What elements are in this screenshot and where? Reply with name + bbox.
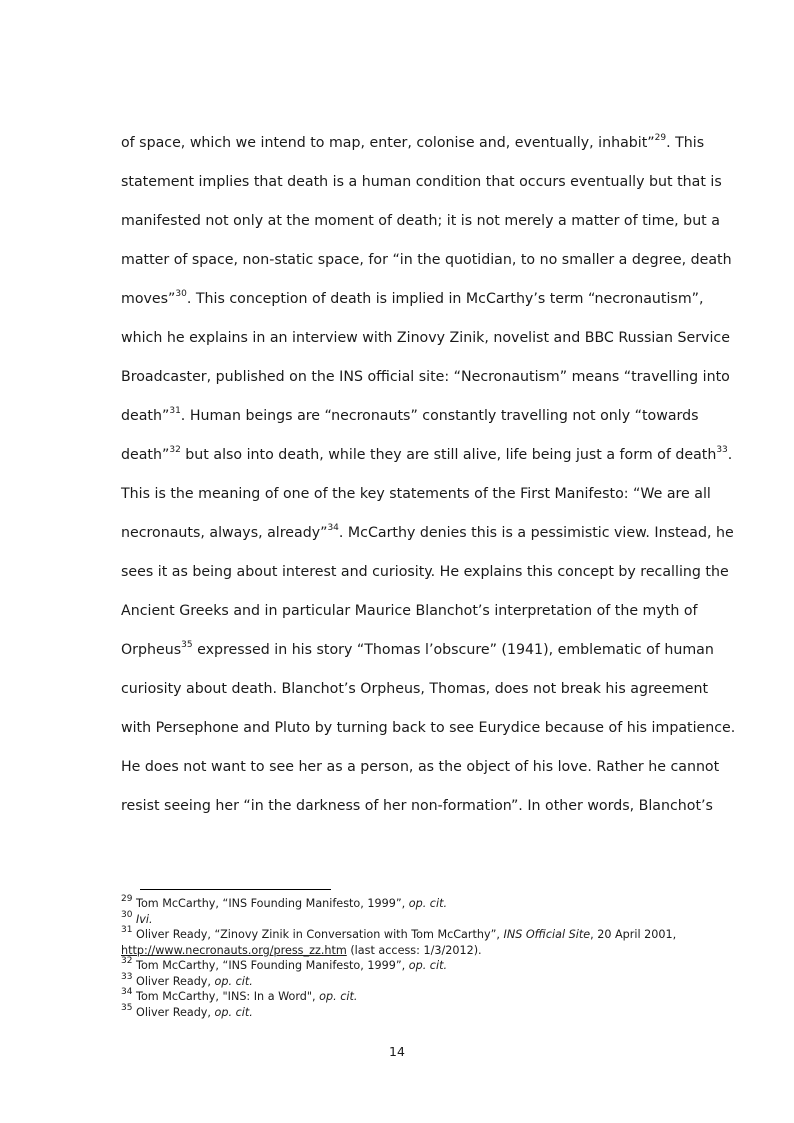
footnote-30: $^{30}$ Ivi. [121, 909, 153, 926]
footnote-ref: 30 [175, 289, 187, 300]
line-text: matter of space, non-static space, for “in the quotidian, to no smaller a degree, death [121, 252, 732, 268]
line-text: sees it as being about interest and curiosity. He explains this concept by recalling the [121, 564, 729, 580]
footnote-link[interactable]: http://www.necronauts.org/press_zz.htm [121, 943, 347, 957]
line-text: He does not want to see her as a person, as the object of his love. Rather he cannot [121, 759, 720, 775]
body-line [121, 241, 732, 280]
footnote-35: $^{35}$ Oliver Ready, op. cit. [121, 1002, 253, 1019]
body-line [121, 397, 699, 436]
line-text: . McCarthy denies this is a pessimistic view. Instead, he [338, 525, 734, 541]
line-text: statement implies that death is a human condition that occurs eventually but that is [121, 174, 722, 190]
body-line [121, 319, 730, 358]
line-text: . This conception of death is implied in McCarthy’s term “necronautism”, [186, 291, 704, 307]
body-line [121, 358, 730, 397]
line-text: of space, which we intend to map, enter, colonise and, eventually, inhabit” [121, 135, 655, 151]
body-line [121, 124, 705, 163]
footnotes [121, 896, 681, 1020]
body-text [121, 124, 736, 826]
footnote-29: $^{29}$ Tom McCarthy, “INS Founding Manifesto, 1999”, op. cit. [121, 894, 448, 910]
line-text: death” [121, 408, 170, 424]
page-number: 14 [389, 1044, 405, 1059]
footnote-ref: 31 [169, 406, 181, 417]
body-line [121, 670, 709, 709]
footnote-32: $^{32}$ Tom McCarthy, “INS Founding Manifesto, 1999”, op. cit. [121, 956, 448, 972]
footnote-ref: 33 [716, 445, 728, 456]
line-text: Orpheus [121, 642, 182, 658]
line-text: but also into death, while they are still alive, life being just a form of death [180, 447, 717, 463]
line-text: expressed in his story “Thomas l’obscure” (1941), emblematic of human [192, 642, 714, 658]
footnote-31: $^{31}$ Oliver Ready, “Zinovy Zinik in Conversation with Tom McCarthy”, INS Official Site, 20 April 2001, [121, 925, 677, 941]
line-text: manifested not only at the moment of death; it is not merely a matter of time, but a [121, 213, 720, 229]
line-text: moves” [121, 291, 176, 307]
footnote-34: $^{34}$ Tom McCarthy, "INS: In a Word", op. cit. [121, 987, 358, 1003]
body-line [121, 709, 736, 748]
body-line [121, 436, 733, 475]
line-text: necronauts, always, already” [121, 525, 328, 541]
line-text: with Persephone and Pluto by turning back to see Eurydice because of his impatience. [121, 720, 736, 736]
footnote-ref: 35 [181, 640, 193, 651]
line-text: Ancient Greeks and in particular Maurice Blanchot’s interpretation of the myth of [121, 603, 698, 619]
line-text: . Human beings are “necronauts” constantly travelling not only “towards [180, 408, 699, 424]
body-line [121, 163, 722, 202]
line-text: . [727, 447, 733, 463]
footnote-ref: 32 [169, 445, 181, 456]
body-line [121, 787, 713, 826]
body-line [121, 280, 704, 319]
body-line [121, 475, 711, 514]
body-line [121, 553, 729, 592]
body-line [121, 631, 714, 670]
line-text: resist seeing her “in the darkness of her non-formation”. In other words, Blanchot’s [121, 798, 713, 814]
footnote-ref: 29 [654, 133, 667, 144]
line-text: curiosity about death. Blanchot’s Orpheus, Thomas, does not break his agreement [121, 681, 709, 697]
footnote-33: $^{33}$ Oliver Ready, op. cit. [121, 971, 253, 988]
line-text: . This [666, 135, 705, 151]
body-line [121, 202, 720, 241]
body-line [121, 748, 720, 787]
footnote-ref: 34 [327, 523, 339, 534]
line-text: which he explains in an interview with Zinovy Zinik, novelist and BBC Russian Service [121, 330, 730, 346]
line-text: This is the meaning of one of the key statements of the First Manifesto: “We are all [121, 486, 711, 502]
line-text: Broadcaster, published on the INS official site: “Necronautism” means “travelling into [121, 369, 730, 385]
footnote-31-continued: http://www.necronauts.org/press_zz.htm (last access: 1/3/2012). [121, 943, 482, 957]
body-line [121, 592, 698, 631]
body-line [121, 514, 734, 553]
line-text: death” [121, 447, 170, 463]
footnote-separator [140, 889, 331, 890]
